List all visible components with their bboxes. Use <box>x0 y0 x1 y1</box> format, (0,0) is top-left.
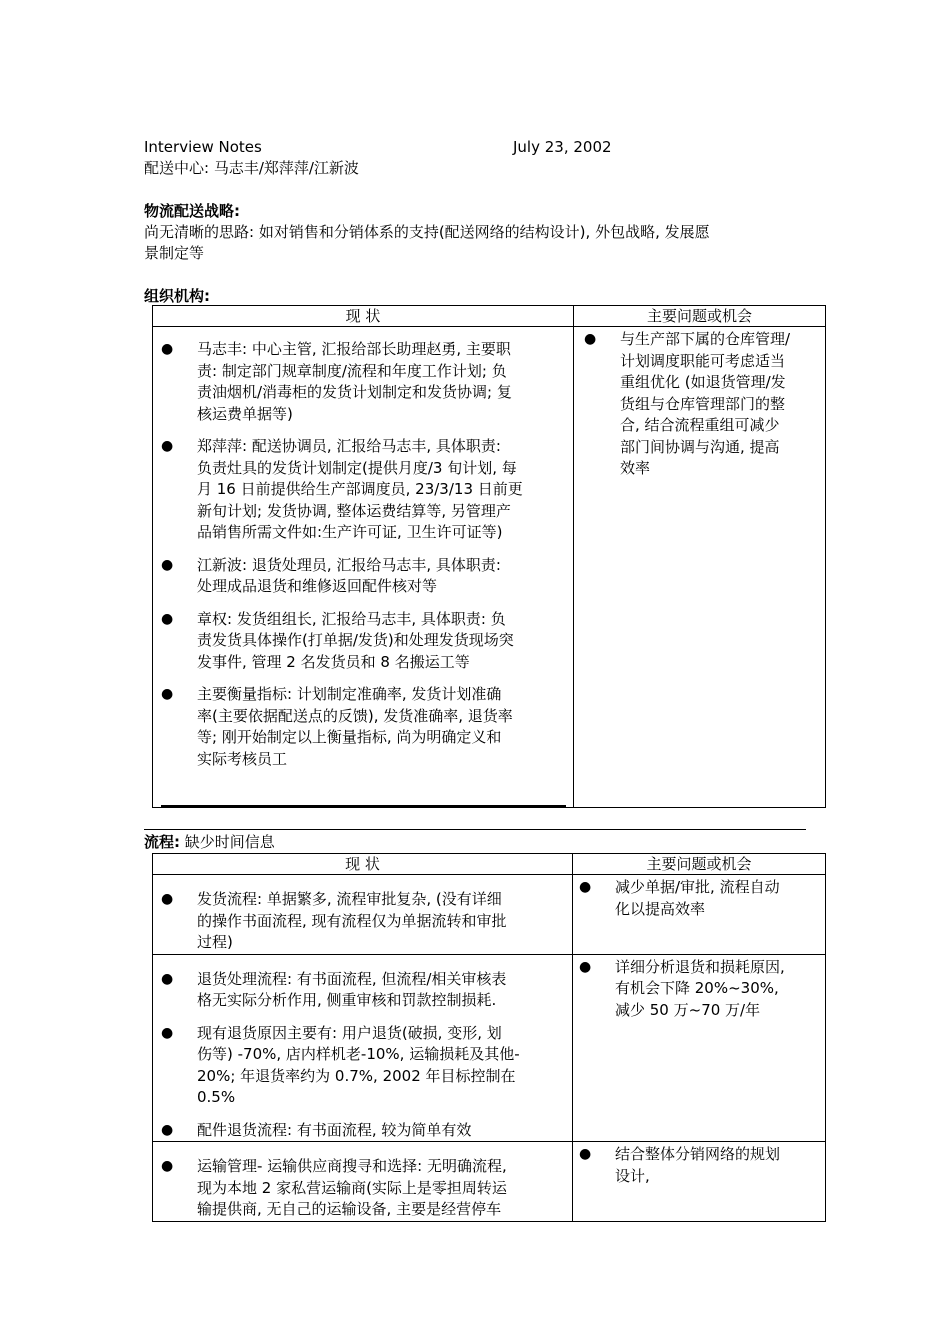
list-item-line: 退货处理流程: 有书面流程, 但流程/相关审核表 <box>197 969 507 988</box>
list-item-line: 率(主要依据配送点的反馈), 发货准确率, 退货率 <box>197 706 513 725</box>
list-item-line: 章权: 发货组组长, 汇报给马志丰, 具体职责: 负 <box>197 609 506 628</box>
bullet-icon: ● <box>161 970 174 987</box>
bullet-icon: ● <box>161 556 174 573</box>
list-item-line: 有机会下降 20%~30%, <box>615 979 779 997</box>
org-col-current-header: 现 状 <box>153 306 574 327</box>
list-item-line: 马志丰: 中心主管, 汇报给部长助理赵勇, 主要职 <box>197 340 511 358</box>
bullet-icon: ● <box>579 958 592 975</box>
list-item <box>161 555 573 598</box>
list-item-line: 计划调度职能可考虑适当 <box>620 351 786 370</box>
list-item-line: 设计, <box>615 1166 650 1185</box>
process-col-issues-header: 主要问题或机会 <box>573 854 826 875</box>
list-item <box>579 957 825 1022</box>
list-item-line: 现有退货原因主要有: 用户退货(破损, 变形, 划 <box>197 1023 502 1042</box>
bullet-icon: ● <box>161 610 174 627</box>
list-item-line: 合, 结合流程重组可减少 <box>620 416 780 434</box>
list-item-line: 减少单据/审批, 流程自动 <box>615 878 780 896</box>
org-col-issues-header: 主要问题或机会 <box>574 306 826 327</box>
list-item-line: 与生产部下属的仓库管理/ <box>620 330 791 348</box>
list-item-line: 责发货具体操作(打单据/发货)和处理发货现场突 <box>197 631 514 649</box>
list-item <box>161 1156 572 1221</box>
list-item-line: 发事件, 管理 2 名发货员和 8 名搬运工等 <box>197 652 470 671</box>
bullet-icon: ● <box>161 891 174 907</box>
org-issues-list <box>584 329 825 480</box>
list-item <box>161 436 573 544</box>
list-item-line: 新旬计划; 发货协调, 整体运费结算等, 另管理产 <box>197 501 511 520</box>
list-item <box>161 1023 572 1109</box>
document-title: Interview Notes <box>144 138 262 156</box>
document-date: July 23, 2002 <box>513 138 612 156</box>
process-row-current-cell <box>153 875 573 955</box>
process-row-issues-list <box>579 1144 825 1187</box>
list-item-line: 部门间协调与沟通, 提高 <box>620 437 780 456</box>
list-item-line: 处理成品退货和维修返回配件核对等 <box>197 577 438 595</box>
list-item-line: 格无实际分析作用, 侧重审核和罚款控制损耗. <box>197 991 497 1009</box>
process-row-issues-list <box>579 957 825 1022</box>
list-item-line: 品销售所需文件如:生产许可证, 卫生许可证等) <box>197 523 503 541</box>
list-item-line: 核运费单据等) <box>197 404 293 423</box>
list-item-line: 详细分析退货和损耗原因, <box>615 957 785 976</box>
process-row-current-list <box>161 969 572 1142</box>
bullet-icon: ● <box>161 1121 174 1138</box>
list-item <box>161 969 572 1012</box>
process-table <box>152 853 826 1222</box>
list-item-line: 月 16 日前提供给生产部调度员, 23/3/13 日前更 <box>197 480 523 498</box>
process-row-current-cell <box>153 1142 573 1222</box>
bullet-icon: ● <box>161 1158 174 1174</box>
list-item-line: 现为本地 2 家私营运输商(实际上是零担周转运 <box>197 1178 507 1197</box>
strategy-text-line2: 景制定等 <box>144 244 205 262</box>
list-item <box>161 339 573 425</box>
section-divider <box>144 829 806 830</box>
bullet-icon: ● <box>579 1146 592 1162</box>
process-row-issues-list <box>579 877 825 920</box>
process-row-issues-cell <box>573 954 826 1142</box>
list-item-line: 发货流程: 单据繁多, 流程审批复杂, (没有详细 <box>197 890 502 908</box>
bullet-icon: ● <box>161 1024 174 1041</box>
process-heading: 流程: <box>144 833 180 851</box>
list-item <box>579 1144 825 1187</box>
list-item <box>161 889 572 954</box>
org-table <box>152 305 826 808</box>
process-row-issues-cell <box>573 1142 826 1222</box>
list-item <box>579 877 825 920</box>
list-item <box>584 329 825 480</box>
process-heading-note: 缺少时间信息 <box>184 833 275 851</box>
bullet-icon: ● <box>161 341 174 357</box>
list-item-line: 主要衡量指标: 计划制定准确率, 发货计划准确 <box>197 685 502 703</box>
list-item-line: 0.5% <box>197 1088 236 1106</box>
bullet-icon: ● <box>584 331 597 347</box>
process-row-current-list <box>161 889 572 954</box>
list-item-line: 郑萍萍: 配送协调员, 汇报给马志丰, 具体职责: <box>197 437 501 455</box>
list-item-line: 减少 50 万~70 万/年 <box>615 1000 761 1019</box>
org-heading: 组织机构: <box>144 287 210 305</box>
list-item-line: 重组优化 (如退货管理/发 <box>620 373 786 391</box>
list-item-line: 效率 <box>620 459 651 477</box>
bullet-icon: ● <box>161 438 174 454</box>
list-item-line: 化以提高效率 <box>615 899 706 918</box>
list-item <box>161 1120 572 1142</box>
list-item-line: 实际考核员工 <box>197 749 288 768</box>
list-item-line: 结合整体分销网络的规划 <box>615 1145 781 1163</box>
list-item <box>161 609 573 674</box>
list-item-line: 配件退货流程: 有书面流程, 较为简单有效 <box>197 1120 472 1139</box>
org-bottom-rule <box>161 805 566 807</box>
process-row-current-list <box>161 1156 572 1221</box>
list-item-line: 20%; 年退货率约为 0.7%, 2002 年目标控制在 <box>197 1066 516 1085</box>
list-item-line: 责: 制定部门规章制度/流程和年度工作计划; 负 <box>197 361 507 380</box>
process-row-current-cell <box>153 954 573 1142</box>
strategy-text-line1: 尚无清晰的思路: 如对销售和分销体系的支持(配送网络的结构设计), 外包战略, 发展愿 <box>144 223 710 241</box>
list-item-line: 责油烟机/消毒柜的发货计划制定和发货协调; 复 <box>197 383 512 401</box>
list-item-line: 过程) <box>197 933 233 951</box>
org-current-cell <box>153 327 574 808</box>
list-item <box>161 684 573 770</box>
list-item-line: 输提供商, 无自己的运输设备, 主要是经营停车 <box>197 1200 502 1218</box>
bullet-icon: ● <box>161 686 174 702</box>
list-item-line: 江新波: 退货处理员, 汇报给马志丰, 具体职责: <box>197 555 501 574</box>
list-item-line: 等; 刚开始制定以上衡量指标, 尚为明确定义和 <box>197 728 502 746</box>
org-current-list <box>161 339 573 770</box>
list-item-line: 的操作书面流程, 现有流程仅为单据流转和审批 <box>197 911 507 930</box>
process-col-current-header: 现 状 <box>153 854 573 875</box>
bullet-icon: ● <box>579 879 592 895</box>
org-issues-cell <box>574 327 826 808</box>
strategy-heading: 物流配送战略: <box>144 202 240 220</box>
process-heading-line <box>144 832 275 853</box>
list-item-line: 运输管理- 运输供应商搜寻和选择: 无明确流程, <box>197 1157 507 1175</box>
document-subtitle: 配送中心: 马志丰/郑萍萍/江新波 <box>144 159 359 177</box>
list-item-line: 货组与仓库管理部门的整 <box>620 394 786 413</box>
list-item-line: 负责灶具的发货计划制定(提供月度/3 旬计划, 每 <box>197 458 517 477</box>
process-row-issues-cell <box>573 875 826 955</box>
list-item-line: 伤等) -70%, 店内样机老-10%, 运输损耗及其他- <box>197 1045 520 1063</box>
